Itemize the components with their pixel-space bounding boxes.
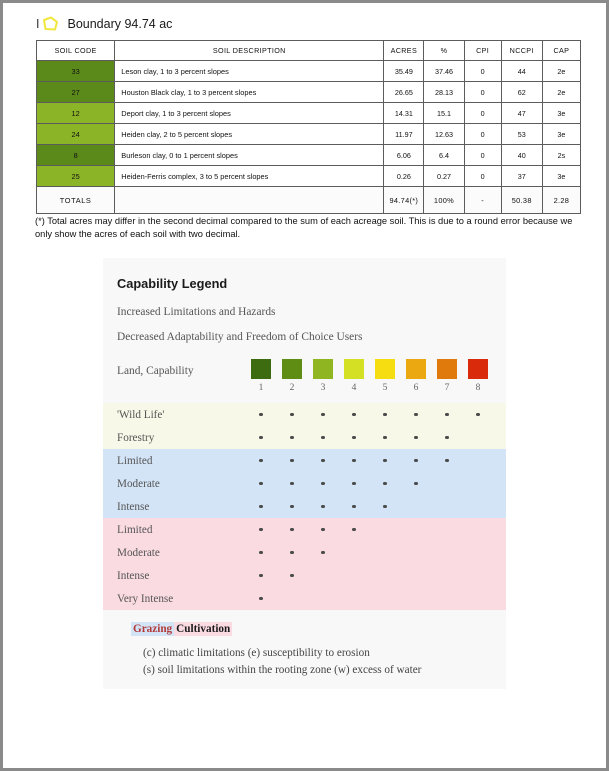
legend-dot-marker (352, 459, 356, 463)
legend-dot-marker (290, 505, 294, 509)
legend-row-dots (251, 449, 499, 472)
column-header-soil-code: SOIL CODE (37, 41, 115, 61)
percent-cell: 0.27 (424, 166, 464, 187)
capability-class-number: 2 (289, 383, 295, 393)
legend-footnote-line-1: (c) climatic limitations (e) susceptibility to erosion (143, 647, 370, 659)
legend-dot-marker (321, 436, 325, 440)
acreage-footnote: (*) Total acres may differ in the second decimal compared to the sum of each acreage soil. This is due to a round error because we only show the acres of each soil with two decimal. (35, 216, 573, 240)
table-row (37, 145, 581, 166)
legend-dot-marker (414, 482, 418, 486)
legend-dot-cell-2 (282, 505, 302, 509)
legend-dot-cell-3 (313, 436, 333, 440)
column-header-acres: ACRES (384, 41, 424, 61)
cpi-cell: 0 (464, 82, 501, 103)
legend-row-label: Limited (117, 454, 153, 467)
legend-row (103, 449, 506, 472)
legend-dot-cell-3 (313, 482, 333, 486)
soil-summary-table (36, 40, 581, 214)
legend-row-dots (251, 426, 499, 449)
percent-cell: 15.1 (424, 103, 464, 124)
acres-cell: 35.49 (384, 61, 424, 82)
key-cultivation: Cultivation (176, 623, 231, 635)
legend-dot-cell-1 (251, 551, 271, 555)
legend-dot-marker (290, 436, 294, 440)
legend-row (103, 426, 506, 449)
document-page (3, 3, 606, 768)
column-header-nccpi: NCCPI (501, 41, 542, 61)
legend-dot-marker (383, 482, 387, 486)
legend-dot-marker (321, 413, 325, 417)
legend-row (103, 587, 506, 610)
legend-row-label: Very Intense (117, 592, 174, 605)
percent-cell: 6.4 (424, 145, 464, 166)
totals-cap: 2.28 (542, 187, 580, 214)
legend-dot-cell-6 (406, 482, 426, 486)
legend-row-dots (251, 587, 499, 610)
legend-dot-marker (321, 505, 325, 509)
nccpi-cell: 53 (501, 124, 542, 145)
legend-dot-cell-1 (251, 482, 271, 486)
cap-cell: 2s (542, 145, 580, 166)
soil-code-cell: 12 (37, 103, 115, 124)
acres-cell: 6.06 (384, 145, 424, 166)
legend-dot-marker (259, 413, 263, 417)
legend-dot-marker (259, 574, 263, 578)
nccpi-cell: 44 (501, 61, 542, 82)
legend-dot-marker (383, 436, 387, 440)
legend-row-label: Intense (117, 569, 150, 582)
totals-description (115, 187, 384, 214)
legend-dot-marker (321, 482, 325, 486)
capability-swatch-6 (406, 359, 426, 379)
soil-description-cell: Houston Black clay, 1 to 3 percent slopes (115, 82, 384, 103)
legend-dot-cell-2 (282, 459, 302, 463)
cpi-cell: 0 (464, 103, 501, 124)
capability-swatch-8 (468, 359, 488, 379)
legend-dot-cell-1 (251, 505, 271, 509)
table-row (37, 82, 581, 103)
table-row (37, 103, 581, 124)
legend-row (103, 564, 506, 587)
capability-legend-rows (103, 403, 506, 610)
legend-dot-cell-4 (344, 528, 364, 532)
legend-dot-marker (352, 482, 356, 486)
legend-dot-cell-7 (437, 459, 457, 463)
legend-dot-cell-2 (282, 528, 302, 532)
polygon-boundary-icon (42, 16, 59, 32)
legend-dot-cell-2 (282, 574, 302, 578)
acres-cell: 0.26 (384, 166, 424, 187)
cpi-cell: 0 (464, 166, 501, 187)
legend-dot-cell-2 (282, 413, 302, 417)
soil-description-cell: Burleson clay, 0 to 1 percent slopes (115, 145, 384, 166)
legend-dot-cell-1 (251, 413, 271, 417)
legend-dot-marker (290, 413, 294, 417)
legend-dot-cell-2 (282, 482, 302, 486)
legend-dot-marker (290, 574, 294, 578)
percent-cell: 28.13 (424, 82, 464, 103)
legend-row (103, 541, 506, 564)
legend-row-label: Moderate (117, 546, 160, 559)
nccpi-cell: 40 (501, 145, 542, 166)
capability-swatch-3 (313, 359, 333, 379)
capability-color-swatches (251, 359, 499, 379)
legend-dot-marker (383, 459, 387, 463)
column-header-percent: % (424, 41, 464, 61)
table-row (37, 166, 581, 187)
legend-dot-marker (290, 459, 294, 463)
cap-cell: 2e (542, 61, 580, 82)
legend-row-dots (251, 403, 499, 426)
legend-dot-cell-4 (344, 459, 364, 463)
cpi-cell: 0 (464, 61, 501, 82)
legend-dot-marker (321, 459, 325, 463)
legend-row (103, 472, 506, 495)
legend-dot-cell-7 (437, 413, 457, 417)
totals-percent: 100% (424, 187, 464, 214)
legend-adaptability-text: Decreased Adaptability and Freedom of Choice Users (117, 331, 363, 343)
cpi-cell: 0 (464, 145, 501, 166)
soil-table-body (37, 61, 581, 214)
legend-dot-cell-3 (313, 413, 333, 417)
capability-swatch-4 (344, 359, 364, 379)
legend-row (103, 403, 506, 426)
legend-dot-cell-1 (251, 574, 271, 578)
legend-row-dots (251, 541, 499, 564)
legend-dot-marker (259, 436, 263, 440)
legend-dot-marker (290, 551, 294, 555)
legend-row-label: Intense (117, 500, 150, 513)
legend-dot-cell-5 (375, 482, 395, 486)
legend-use-keys (117, 622, 492, 636)
legend-dot-marker (321, 528, 325, 532)
header-bar-glyph: I (36, 16, 40, 31)
legend-row-dots (251, 495, 499, 518)
capability-class-numbers-inner (251, 383, 499, 393)
legend-dot-marker (352, 436, 356, 440)
legend-dot-cell-1 (251, 528, 271, 532)
column-header-cpi: CPI (464, 41, 501, 61)
soil-description-cell: Leson clay, 1 to 3 percent slopes (115, 61, 384, 82)
legend-dot-cell-3 (313, 528, 333, 532)
land-capability-scale (117, 359, 492, 383)
legend-dot-cell-1 (251, 597, 271, 601)
table-header-row (37, 41, 581, 61)
legend-row (103, 518, 506, 541)
capability-class-number: 3 (320, 383, 326, 393)
legend-dot-marker (445, 459, 449, 463)
cap-cell: 3e (542, 124, 580, 145)
nccpi-cell: 37 (501, 166, 542, 187)
soil-description-cell: Heiden clay, 2 to 5 percent slopes (115, 124, 384, 145)
soil-description-cell: Heiden-Ferris complex, 3 to 5 percent slopes (115, 166, 384, 187)
legend-footnote-line-2: (s) soil limitations within the rooting zone (w) excess of water (143, 663, 422, 676)
legend-dot-marker (352, 528, 356, 532)
capability-swatch-5 (375, 359, 395, 379)
cap-cell: 3e (542, 103, 580, 124)
legend-dot-cell-5 (375, 459, 395, 463)
soil-code-cell: 33 (37, 61, 115, 82)
totals-acres: 94.74(*) (384, 187, 424, 214)
table-row (37, 61, 581, 82)
cap-cell: 2e (542, 82, 580, 103)
boundary-header (36, 14, 172, 34)
legend-row-label: Limited (117, 523, 153, 536)
legend-dot-cell-5 (375, 436, 395, 440)
soil-code-cell: 8 (37, 145, 115, 166)
legend-dot-marker (352, 505, 356, 509)
legend-dot-marker (414, 436, 418, 440)
legend-limitations-text: Increased Limitations and Hazards (117, 306, 276, 318)
legend-dot-marker (476, 413, 480, 417)
nccpi-cell: 62 (501, 82, 542, 103)
legend-dot-marker (259, 459, 263, 463)
acres-cell: 14.31 (384, 103, 424, 124)
legend-row-label: Moderate (117, 477, 160, 490)
cpi-cell: 0 (464, 124, 501, 145)
capability-swatch-1 (251, 359, 271, 379)
capability-class-number: 5 (382, 383, 388, 393)
legend-title: Capability Legend (117, 276, 228, 291)
legend-dot-cell-3 (313, 505, 333, 509)
totals-label: TOTALS (37, 187, 115, 214)
percent-cell: 12.63 (424, 124, 464, 145)
legend-dot-cell-4 (344, 505, 364, 509)
capability-legend-panel (103, 258, 506, 689)
column-header-cap: CAP (542, 41, 580, 61)
legend-dot-marker (290, 482, 294, 486)
legend-dot-marker (259, 528, 263, 532)
soil-code-cell: 25 (37, 166, 115, 187)
legend-dot-cell-1 (251, 436, 271, 440)
legend-dot-cell-3 (313, 459, 333, 463)
legend-row (103, 495, 506, 518)
capability-class-numbers (117, 383, 492, 400)
legend-dot-cell-4 (344, 413, 364, 417)
capability-class-number: 6 (413, 383, 419, 393)
legend-dot-marker (383, 505, 387, 509)
capability-swatch-7 (437, 359, 457, 379)
totals-nccpi: 50.38 (501, 187, 542, 214)
legend-dot-cell-8 (468, 413, 488, 417)
legend-footnotes (117, 645, 492, 679)
legend-row-label: 'Wild Life' (117, 408, 165, 421)
legend-dot-cell-6 (406, 436, 426, 440)
acres-cell: 26.65 (384, 82, 424, 103)
column-header-soil-description: SOIL DESCRIPTION (115, 41, 384, 61)
soil-code-cell: 27 (37, 82, 115, 103)
legend-dot-cell-5 (375, 413, 395, 417)
legend-dot-cell-2 (282, 551, 302, 555)
legend-dot-marker (352, 413, 356, 417)
page-title: Boundary 94.74 ac (67, 17, 173, 31)
legend-dot-marker (290, 528, 294, 532)
acres-cell: 11.97 (384, 124, 424, 145)
table-row (37, 124, 581, 145)
legend-dot-marker (321, 551, 325, 555)
nccpi-cell: 47 (501, 103, 542, 124)
legend-dot-cell-2 (282, 436, 302, 440)
legend-dot-cell-4 (344, 482, 364, 486)
legend-dot-marker (259, 597, 263, 601)
legend-dot-marker (259, 482, 263, 486)
totals-cpi: - (464, 187, 501, 214)
legend-row-dots (251, 564, 499, 587)
key-grazing: Grazing (133, 623, 173, 635)
legend-dot-cell-6 (406, 459, 426, 463)
legend-row-dots (251, 518, 499, 541)
legend-row-dots (251, 472, 499, 495)
legend-dot-marker (414, 459, 418, 463)
legend-dot-marker (259, 551, 263, 555)
capability-class-number: 1 (258, 383, 264, 393)
capability-swatch-2 (282, 359, 302, 379)
percent-cell: 37.46 (424, 61, 464, 82)
capability-class-number: 8 (475, 383, 481, 393)
capability-class-number: 7 (444, 383, 450, 393)
legend-dot-cell-1 (251, 459, 271, 463)
cap-cell: 3e (542, 166, 580, 187)
legend-dot-cell-7 (437, 436, 457, 440)
capability-class-number: 4 (351, 383, 357, 393)
land-capability-label: Land, Capability (117, 365, 194, 377)
soil-description-cell: Deport clay, 1 to 3 percent slopes (115, 103, 384, 124)
legend-dot-marker (259, 505, 263, 509)
legend-dot-cell-6 (406, 413, 426, 417)
legend-dot-marker (445, 436, 449, 440)
legend-row-label: Forestry (117, 431, 155, 444)
legend-dot-marker (383, 413, 387, 417)
legend-dot-cell-5 (375, 505, 395, 509)
table-totals-row (37, 187, 581, 214)
legend-dot-marker (414, 413, 418, 417)
soil-code-cell: 24 (37, 124, 115, 145)
legend-dot-marker (445, 413, 449, 417)
legend-dot-cell-4 (344, 436, 364, 440)
legend-dot-cell-3 (313, 551, 333, 555)
